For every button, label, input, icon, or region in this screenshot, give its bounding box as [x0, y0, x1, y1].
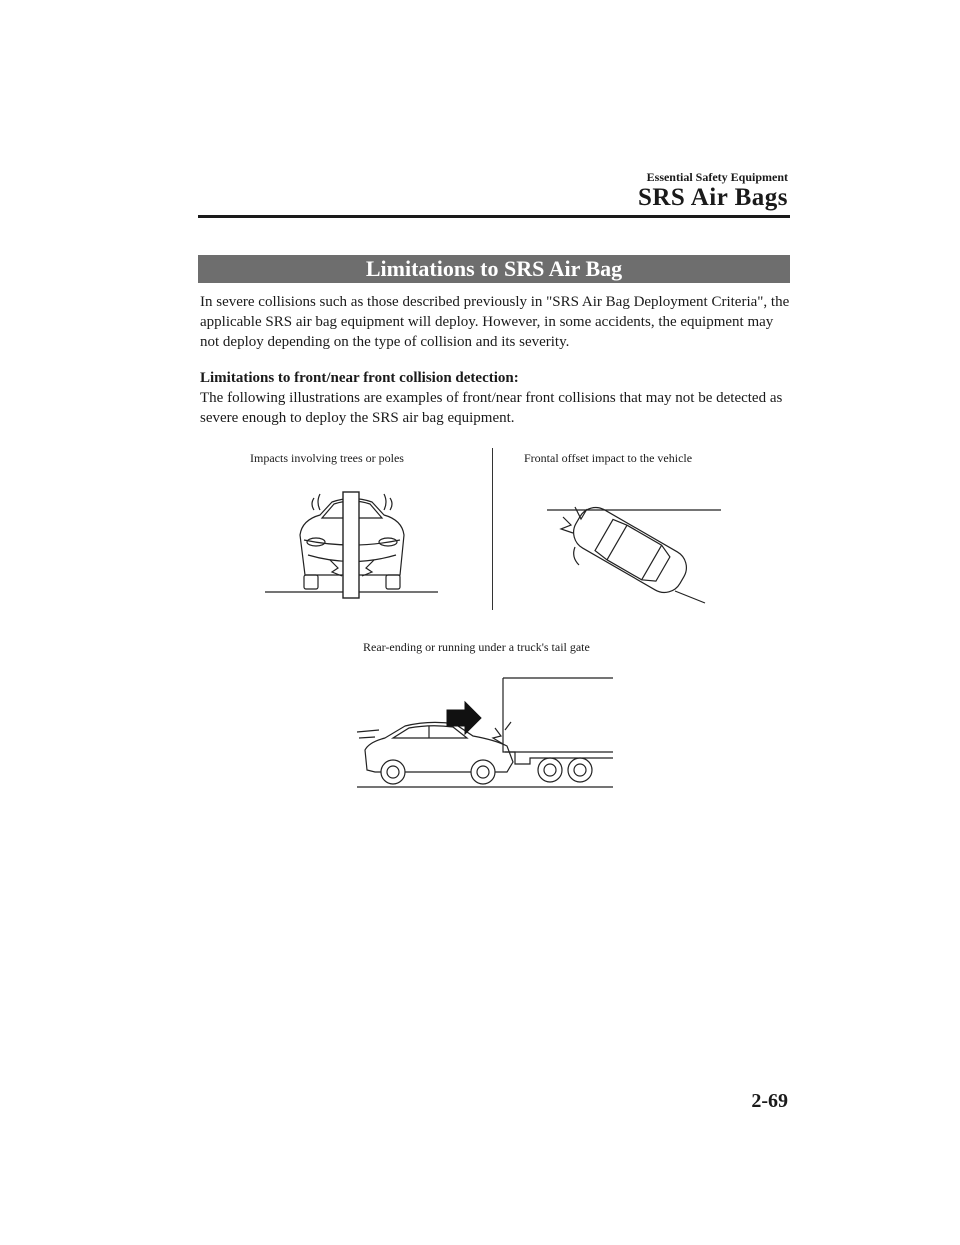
car-offset-impact-illustration	[545, 495, 725, 605]
caption-truck: Rear-ending or running under a truck's tail gate	[363, 640, 590, 654]
section-title: Limitations to SRS Air Bag	[198, 255, 790, 283]
car-hitting-pole-illustration	[260, 480, 445, 600]
section-header: Essential Safety Equipment	[646, 170, 788, 184]
page-number: 2-69	[751, 1090, 788, 1112]
subheading: Limitations to front/near front collision detection:	[200, 370, 519, 386]
caption-trees: Impacts involving trees or poles	[250, 451, 404, 465]
header-rule	[198, 215, 790, 218]
chapter-title: SRS Air Bags	[637, 184, 788, 211]
car-under-truck-illustration	[355, 672, 615, 792]
intro-paragraph: In severe collisions such as those described previously in "SRS Air Bag Deployment Criteria", the applicable SRS air bag equipment will deploy. However, in some accidents, the equipment may not deploy depending on the type of collision and its severity.	[200, 294, 790, 350]
subheading-paragraph: The following illustrations are examples of front/near front collisions that may not be detected as severe enough to deploy the SRS air bag equipment.	[200, 390, 783, 426]
figure-divider	[492, 448, 493, 610]
caption-offset: Frontal offset impact to the vehicle	[524, 451, 693, 465]
